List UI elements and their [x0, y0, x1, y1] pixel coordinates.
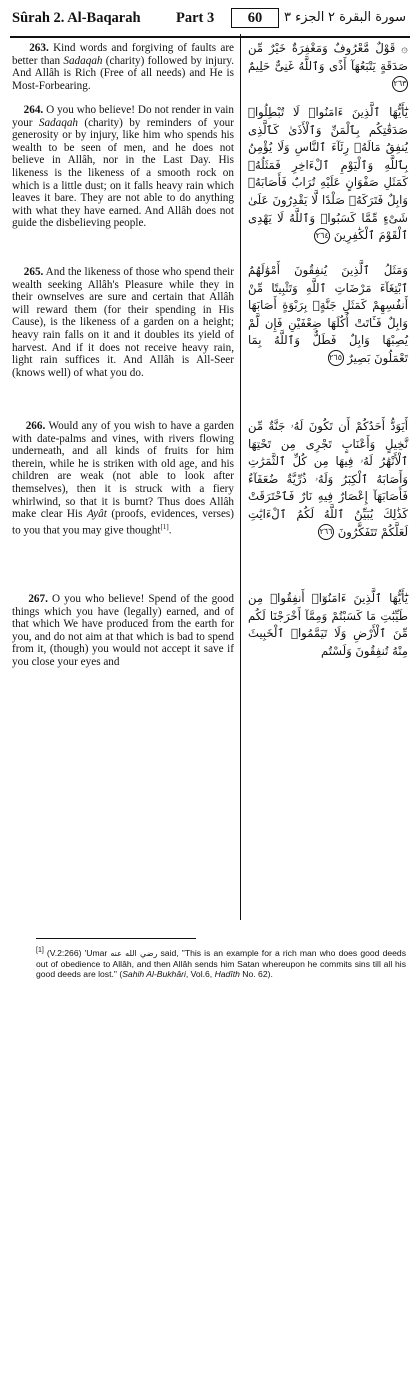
- part-label: Part 3: [176, 10, 215, 26]
- juz-label-arabic: الجزء ٣: [284, 10, 325, 25]
- surah-title-arabic: سورة البقرة ٢: [327, 10, 406, 25]
- verse-264-arabic: يَٰٓأَيُّهَا ٱلَّذِينَ ءَامَنُوا۟ لَا تُبْطِلُوا۟ صَدَقَٰتِكُم بِٱلْمَنِّ وَٱلْأَذَىٰ كَٱلَّذِى يُنفِقُ مَالَهُۥ رِئَآءَ ٱلنَّاسِ وَلَا يُؤْمِنُ بِٱللَّهِ وَٱلْيَوْمِ ٱلْءَاخِرِ فَمَثَلُهُۥ كَمَثَلِ صَفْوَانٍ عَلَيْهِ تُرَابٌ فَأَصَابَهُۥ وَابِلٌ فَتَرَكَهُۥ صَلْدًا لَّا يَقْدِرُونَ عَلَىٰ شَىْءٍ مِّمَّا كَسَبُوا۟ وَٱللَّهُ لَا يَهْدِى ٱلْقَوْمَ ٱلْكَٰفِرِينَ ٢٦٤: [248, 105, 408, 243]
- verse-263-arabic: ۞ قَوْلٌ مَّعْرُوفٌ وَمَغْفِرَةٌ خَيْرٌ مِّن صَدَقَةٍ يَتْبَعُهَآ أَذًى وَٱللَّهُ غَنِىٌّ حَلِيمٌ ٢٦٣: [248, 40, 408, 93]
- verse-264-english: 264. O you who believe! Do not render in vain your Sadaqah (charity) by reminders of your generosity or by injury, like him who spends his wealth to be seen of men, and he does not believe in Allâh, nor in the Last Day. His likeness is the likeness of a smooth rock on which is a little dust; on it falls heavy rain which leaves it bare. They are not able to do anything with what they have earned. And Allâh does not guide the disbelieving people.: [12, 104, 235, 230]
- verse-number: 264.: [23, 104, 44, 116]
- verse-266-arabic: أَيَوَدُّ أَحَدُكُمْ أَن تَكُونَ لَهُۥ جَنَّةٌ مِّن نَّخِيلٍ وَأَعْنَابٍ تَجْرِى مِن تَحْتِهَا ٱلْأَنْهَٰرُ لَهُۥ فِيهَا مِن كُلِّ ٱلثَّمَرَٰتِ وَأَصَابَهُ ٱلْكِبَرُ وَلَهُۥ ذُرِّيَّةٌ ضُعَفَآءُ فَأَصَابَهَآ إِعْصَارٌ فِيهِ نَارٌ فَٱحْتَرَقَتْ كَذَٰلِكَ يُبَيِّنُ ٱللَّهُ لَكُمُ ٱلْءَايَٰتِ لَعَلَّكُمْ تَتَفَكَّرُونَ ٢٦٦: [248, 419, 408, 539]
- quran-page: [10, 0, 410, 1375]
- verse-end-marker: ٢٦٤: [314, 228, 330, 244]
- footnote-mark: [1]: [36, 947, 44, 954]
- header-rule: [10, 36, 410, 38]
- column-divider: [240, 34, 241, 920]
- footnote-rule: [36, 938, 196, 939]
- verse-265-english: 265. And the likeness of those who spend their wealth seeking Allâh's Pleasure while they in their ownselves are sure and certain that Allâh will reward them (for their spending in His Cause), is the likeness of a garden on a height; heavy rain falls on it and it doubles its yield of harvest. And if it does not receive heavy rain, light rain suffices it. And Allâh is All-Seer (knows well) of what you do.: [12, 266, 234, 379]
- verse-end-marker: ٢٦٦: [318, 524, 334, 540]
- verse-266-english: 266. Would any of you wish to have a garden with date-palms and vines, with rivers flowing underneath, and all kinds of fruits for him therein, while he is striken with old age, and his children are weak (not able to look after themselves), then it is struck with a fiery whirlwind, so that it is burnt? Thus does Allâh make clear His Ayât (proofs, evidences, verses) to you that you may give thought[1].: [12, 420, 235, 537]
- verse-end-marker: ٢٦٣: [392, 76, 408, 92]
- footnote: [1] (V.2:266) 'Umar رضي الله عنه said, "This is an example for a rich man who does good deeds out of obedience to Allâh, and then Allâh sends him Satan whereupon he commits sins till all his good deeds are lost." (Sahih Al-Bukhâri, Vol.6, Hadîth No. 62).: [36, 947, 407, 980]
- page-header: [10, 8, 410, 30]
- verse-number: 263.: [29, 42, 49, 54]
- verse-265-arabic: وَمَثَلُ ٱلَّذِينَ يُنفِقُونَ أَمْوَٰلَهُمُ ٱبْتِغَآءَ مَرْضَاتِ ٱللَّهِ وَتَثْبِيتًا مِّنْ أَنفُسِهِمْ كَمَثَلِ جَنَّةٍۭ بِرَبْوَةٍ أَصَابَهَا وَابِلٌ فَـَٔاتَتْ أُكُلَهَا ضِعْفَيْنِ فَإِن لَّمْ يُصِبْهَا وَابِلٌ فَطَلٌّ وَٱللَّهُ بِمَا تَعْمَلُونَ بَصِيرٌ ٢٦٥: [248, 263, 408, 365]
- verse-267-english: 267. O you who believe! Spend of the good things which you have (legally) earned, and of that which We have produced from the earth for you, and do not aim at that which is bad to spend from it, (though) you would not accept it save if you close your eyes and: [12, 593, 234, 668]
- arabic-honorific: رضي الله عنه: [110, 948, 158, 958]
- verse-263-english: 263. Kind words and forgiving of faults are better than Sadaqah (charity) followed by injury. And Allâh is Rich (Free of all needs) and He is Most-Forbearing.: [12, 42, 235, 92]
- verse-number: 266.: [25, 420, 46, 432]
- surah-title: Sûrah 2. Al-Baqarah: [12, 10, 141, 26]
- verse-267-arabic: يَٰٓأَيُّهَا ٱلَّذِينَ ءَامَنُوٓا۟ أَنفِقُوا۟ مِن طَيِّبَٰتِ مَا كَسَبْتُمْ وَمِمَّآ أَخْرَجْنَا لَكُم مِّنَ ٱلْأَرْضِ وَلَا تَيَمَّمُوا۟ ٱلْخَبِيثَ مِنْهُ تُنفِقُونَ وَلَسْتُم: [248, 591, 408, 658]
- verse-number: 265.: [23, 266, 44, 278]
- footnote-reference[interactable]: [1]: [160, 522, 169, 531]
- verse-end-marker: ٢٦٥: [328, 350, 344, 366]
- page-number: 60: [231, 8, 279, 28]
- verse-number: 267.: [28, 593, 48, 605]
